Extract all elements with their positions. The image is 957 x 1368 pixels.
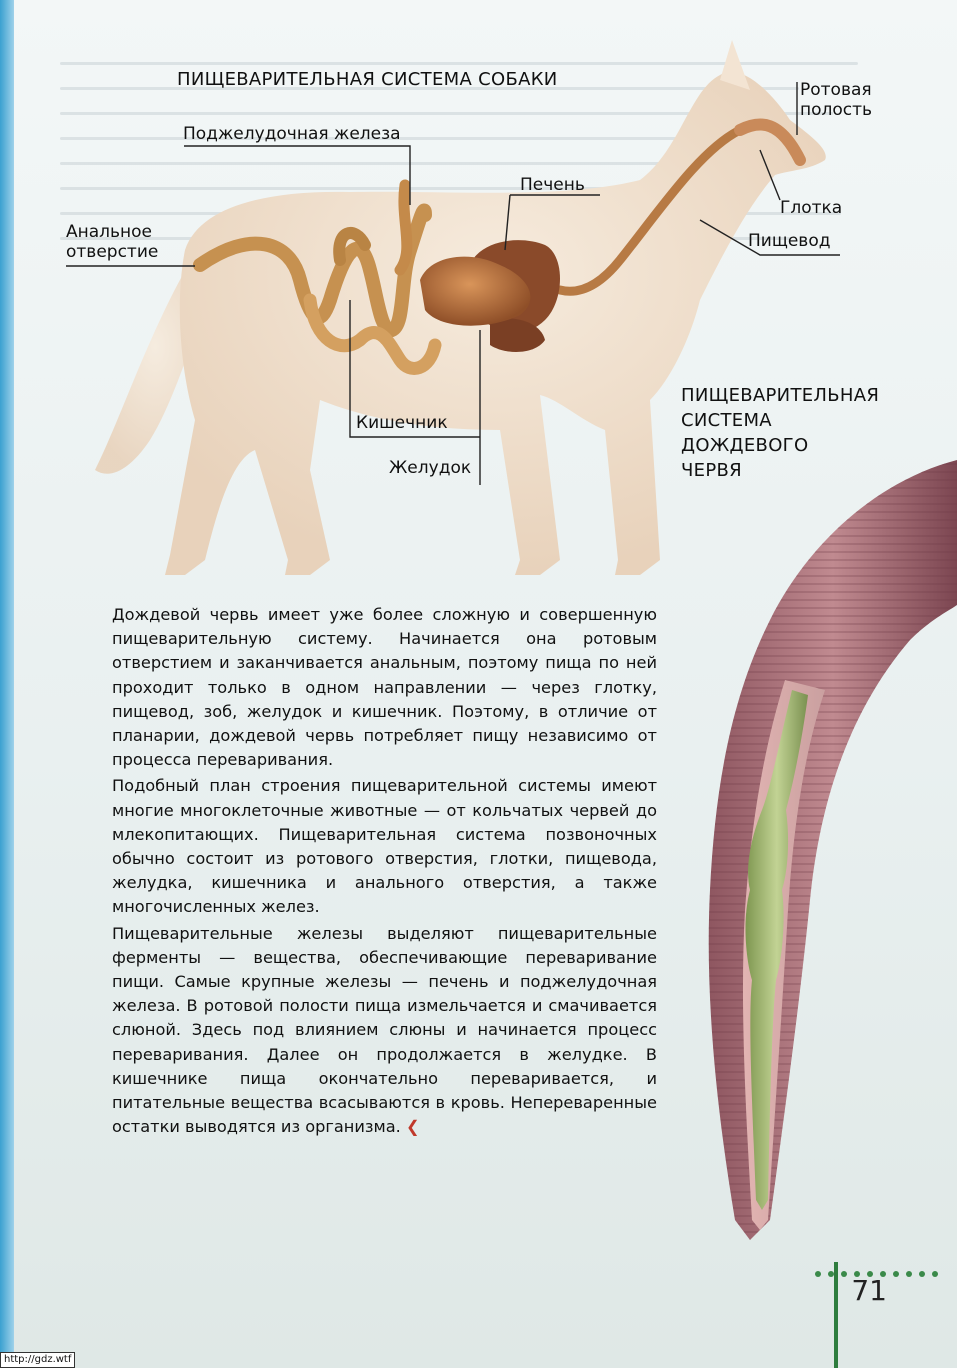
section-end-icon: ❮ [405, 1117, 420, 1137]
paragraph-3-text: Пищеварительные железы выделяют пищеварительные ферменты — вещества, обеспечивающие переваривание пищи. Самые крупные железы — печень и поджелудочная железа. В ротовой полости пища измельчается и смачивается слюной. Здесь под влиянием слюны и начинается процесс переваривания. Далее он продолжается в желудке. В кишечнике пища окончательно переваривается, и питательные вещества всасываются в кровь. Непереваренные остатки выводятся из организма. [112, 923, 657, 1137]
worm-illustration [690, 460, 957, 1250]
label-liver: Печень [520, 175, 585, 195]
label-pharynx: Глотка [780, 198, 843, 218]
label-anus [66, 222, 158, 262]
label-pancreas: Поджелудочная железа [183, 124, 401, 144]
paragraph-3 [112, 922, 657, 1140]
label-stomach: Желудок [389, 458, 472, 478]
worm-diagram-title [681, 383, 879, 483]
watermark-link[interactable]: http://gdz.wtf [0, 1352, 75, 1368]
label-mouth-line2: полость [800, 100, 873, 120]
worm-title-line1: ПИЩЕВАРИТЕЛЬНАЯ [681, 385, 880, 406]
paragraph-2: Подобный план строения пищеварительной системы имеют многие многоклеточные животные — от кольчатых червей до млекопитающих. Пищеварительная система позвоночных обычно состоит из ротового отверстия, глотки, пищевода, желудка, кишечника и анального отверстия, а также многочисленных желез. [112, 776, 657, 917]
worm-title-line4: ЧЕРВЯ [681, 460, 742, 481]
worm-title-line2: СИСТЕМА [681, 410, 772, 431]
page-number: 71 [851, 1274, 887, 1307]
label-mouth-line1: Ротовая [800, 80, 872, 100]
label-intestine: Кишечник [356, 413, 448, 433]
dog-diagram-title: ПИЩЕВАРИТЕЛЬНАЯ СИСТЕМА СОБАКИ [177, 69, 558, 90]
worm-title-line3: ДОЖДЕВОГО [681, 435, 809, 456]
label-mouth [800, 80, 872, 120]
body-text [112, 603, 657, 1141]
label-anus-line1: Анальное [66, 222, 153, 242]
label-esophagus: Пищевод [748, 231, 831, 251]
label-anus-line2: отверстие [66, 242, 159, 262]
paragraph-1: Дождевой червь имеет уже более сложную и совершенную пищеварительную систему. Начинается она ротовым отверстием и заканчивается анальным, поэтому пища по ней проходит только в одном направлении — через глотку, пищевод, зоб, желудок и кишечник. Поэтому, в отличие от планарии, дождевой червь потребляет пищу независимо от процесса переваривания. [112, 605, 657, 770]
page-number-bar [834, 1262, 838, 1368]
